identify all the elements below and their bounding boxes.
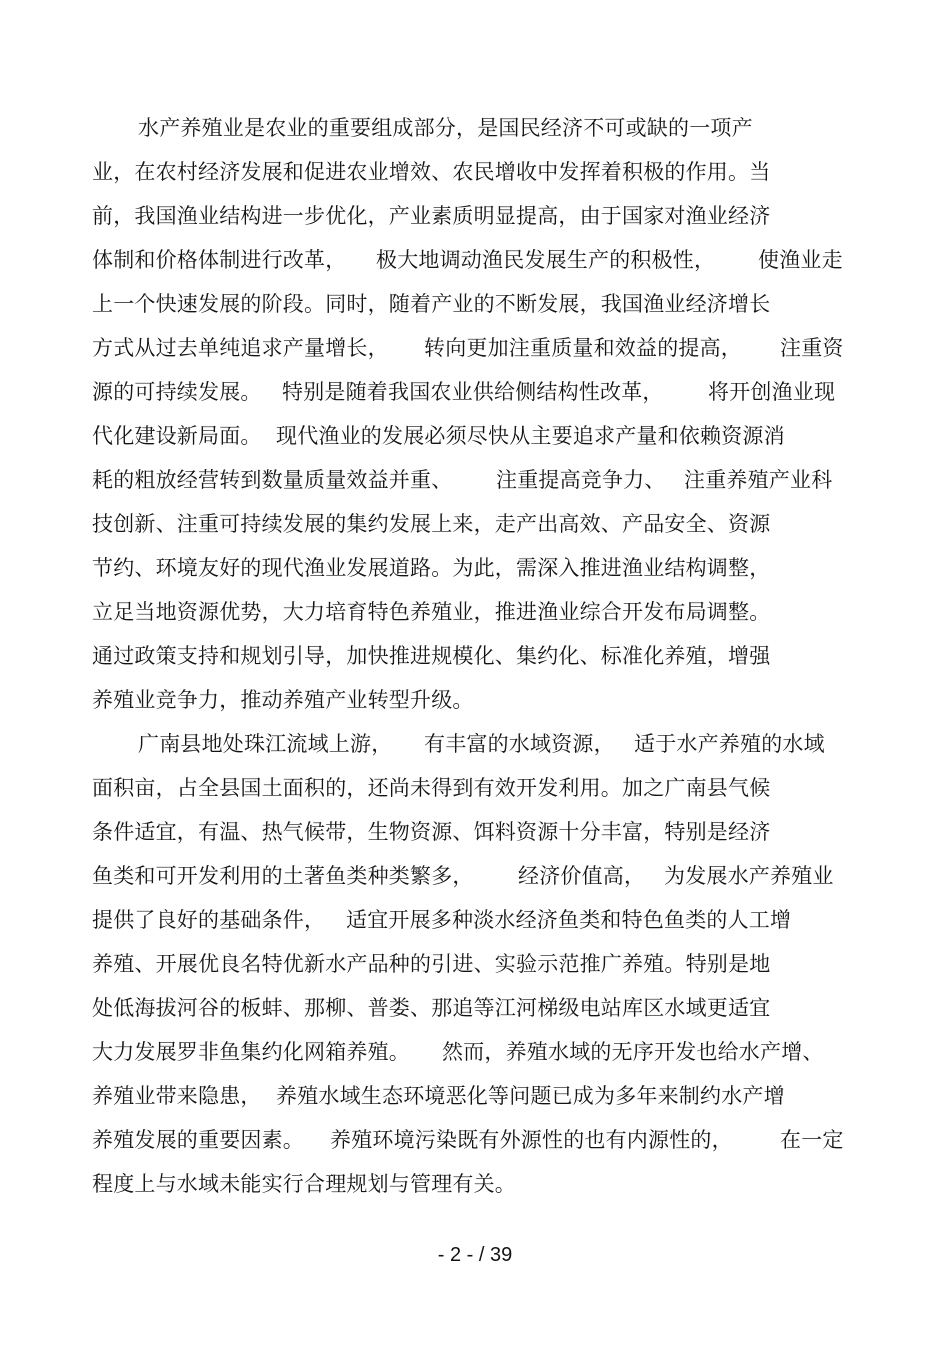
text-run: 广南县地处珠江流域上游， bbox=[138, 732, 393, 756]
text-line bbox=[0, 724, 950, 764]
text-run: 经济价值高， bbox=[518, 864, 646, 888]
text-line bbox=[0, 152, 950, 192]
text-run: 前，我国渔业结构进一步优化，产业素质明显提高，由于国家对渔业经济 bbox=[92, 204, 771, 228]
text-line bbox=[0, 196, 950, 236]
text-line bbox=[0, 900, 950, 940]
text-run: 体制和价格体制进行改革， bbox=[92, 248, 347, 272]
text-run: 在一定 bbox=[780, 1128, 844, 1152]
text-run: 注重提高竞争力、 bbox=[496, 468, 666, 492]
text-line bbox=[0, 592, 950, 632]
page-number: - 2 - / 39 bbox=[437, 1244, 513, 1266]
text-line bbox=[0, 636, 950, 676]
text-run: 养殖业带来隐患， bbox=[92, 1084, 262, 1108]
text-line bbox=[0, 1076, 950, 1116]
text-run: 养殖环境污染既有外源性的也有内源性的， bbox=[330, 1128, 733, 1152]
text-run: 鱼类和可开发利用的土著鱼类种类繁多， bbox=[92, 864, 474, 888]
text-line bbox=[0, 548, 950, 588]
text-run: 程度上与水域未能实行合理规划与管理有关。 bbox=[92, 1172, 516, 1196]
text-line bbox=[0, 416, 950, 456]
text-run: 养殖、开展优良名特优新水产品种的引进、实验示范推广养殖。特别是地 bbox=[92, 952, 771, 976]
text-run: 耗的粗放经营转到数量质量效益并重、 bbox=[92, 468, 453, 492]
text-run: 面积亩，占全县国土面积的，还尚未得到有效开发利用。加之广南县气候 bbox=[92, 776, 771, 800]
text-run: 特别是随着我国农业供给侧结构性改革， bbox=[282, 380, 664, 404]
text-line bbox=[0, 1164, 950, 1204]
text-run: 节约、环境友好的现代渔业发展道路。为此，需深入推进渔业结构调整， bbox=[92, 556, 771, 580]
text-run: 技创新、注重可持续发展的集约发展上来，走产出高效、产品安全、资源 bbox=[92, 512, 771, 536]
text-line bbox=[0, 1120, 950, 1160]
text-run: 立足当地资源优势，大力培育特色养殖业，推进渔业综合开发布局调整。 bbox=[92, 600, 771, 624]
text-run: 现代渔业的发展必须尽快从主要追求产量和依赖资源消 bbox=[276, 424, 785, 448]
text-line bbox=[0, 768, 950, 808]
text-run: 有丰富的水域资源， bbox=[424, 732, 615, 756]
text-run: 为发展水产养殖业 bbox=[664, 864, 834, 888]
text-run: 养殖业竞争力，推动养殖产业转型升级。 bbox=[92, 688, 474, 712]
text-run: 代化建设新局面。 bbox=[92, 424, 262, 448]
text-run: 注重资 bbox=[780, 336, 844, 360]
text-line bbox=[0, 372, 950, 412]
text-run: 通过政策支持和规划引导，加快推进规模化、集约化、标准化养殖，增强 bbox=[92, 644, 771, 668]
text-line bbox=[0, 944, 950, 984]
text-run: 大力发展罗非鱼集约化网箱养殖。 bbox=[92, 1040, 410, 1064]
text-run: 处低海拔河谷的板蚌、那柳、普娄、那追等江河梯级电站库区水域更适宜 bbox=[92, 996, 771, 1020]
text-line bbox=[0, 284, 950, 324]
text-line bbox=[0, 460, 950, 500]
text-line bbox=[0, 988, 950, 1028]
text-run: 养殖水域生态环境恶化等问题已成为多年来制约水产增 bbox=[276, 1084, 785, 1108]
text-run: 水产养殖业是农业的重要组成部分，是国民经济不可或缺的一项产 bbox=[138, 116, 753, 140]
text-run: 业，在农村经济发展和促进农业增效、农民增收中发挥着积极的作用。当 bbox=[92, 160, 771, 184]
text-run: 将开创渔业现 bbox=[708, 380, 836, 404]
text-run: 适宜开展多种淡水经济鱼类和特色鱼类的人工增 bbox=[346, 908, 792, 932]
text-run: 使渔业走 bbox=[758, 248, 843, 272]
text-line bbox=[0, 240, 950, 280]
text-run: 方式从过去单纯追求产量增长， bbox=[92, 336, 389, 360]
text-run: 注重养殖产业科 bbox=[684, 468, 833, 492]
text-line bbox=[0, 328, 950, 368]
text-run: 条件适宜，有温、热气候带，生物资源、饵料资源十分丰富，特别是经济 bbox=[92, 820, 771, 844]
text-run: 上一个快速发展的阶段。同时，随着产业的不断发展，我国渔业经济增长 bbox=[92, 292, 771, 316]
text-line bbox=[0, 812, 950, 852]
text-line bbox=[0, 680, 950, 720]
text-run: 极大地调动渔民发展生产的积极性， bbox=[376, 248, 716, 272]
text-run: 转向更加注重质量和效益的提高， bbox=[424, 336, 742, 360]
text-line bbox=[0, 856, 950, 896]
text-line bbox=[0, 1032, 950, 1072]
text-line bbox=[0, 504, 950, 544]
text-line bbox=[0, 108, 950, 148]
text-run: 源的可持续发展。 bbox=[92, 380, 262, 404]
text-run: 提供了良好的基础条件， bbox=[92, 908, 326, 932]
text-run: 养殖发展的重要因素。 bbox=[92, 1128, 304, 1152]
text-run: 适于水产养殖的水域 bbox=[634, 732, 825, 756]
text-run: 然而，养殖水域的无序开发也给水产增、 bbox=[442, 1040, 824, 1064]
